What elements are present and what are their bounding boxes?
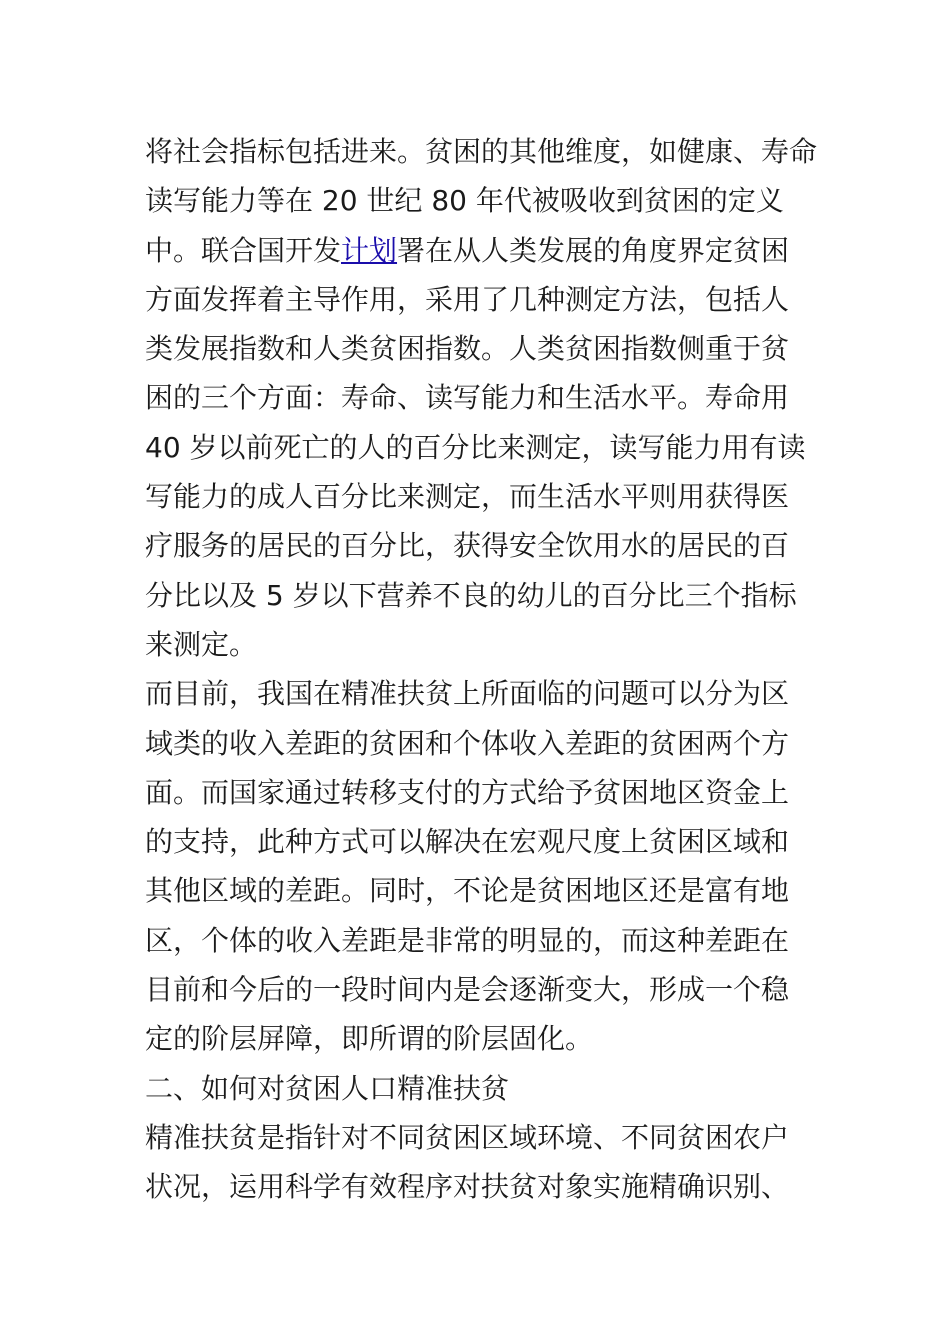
document-body	[145, 127, 818, 1212]
text-line: 目前和今后的一段时间内是会逐渐变大，形成一个稳	[145, 973, 790, 1007]
text-line: 面。而国家通过转移支付的方式给予贫困地区资金上	[145, 775, 790, 809]
section-heading	[145, 1064, 810, 1113]
text-line: 其他区域的差距。同时，不论是贫困地区还是富有地	[145, 874, 790, 908]
text-line: 精准扶贫是指针对不同贫困区域环境、不同贫困农户	[145, 1120, 790, 1154]
text-line: 区，个体的收入差距是非常的明显的，而这种差距在	[145, 923, 790, 957]
text-line: 来测定。	[145, 627, 258, 661]
paragraph-2	[145, 669, 810, 1063]
text-line: 写能力的成人百分比来测定，而生活水平则用获得医	[145, 480, 790, 514]
text-line: 类发展指数和人类贫困指数。人类贫困指数侧重于贫	[145, 332, 790, 366]
text-line: 困的三个方面：寿命、读写能力和生活水平。寿命用	[145, 381, 790, 415]
text-line: 40 岁以前死亡的人的百分比来测定，读写能力用有读	[145, 430, 806, 464]
paragraph-1	[145, 127, 818, 669]
text-line: 疗服务的居民的百分比，获得安全饮用水的居民的百	[145, 529, 790, 563]
text-line: 域类的收入差距的贫困和个体收入差距的贫困两个方	[145, 726, 790, 760]
heading-text: 二、如何对贫困人口精准扶贫	[145, 1071, 510, 1105]
text-line: 将社会指标包括进来。贫困的其他维度，如健康、寿命	[145, 135, 818, 168]
text-line: 读写能力等在 20 世纪 80 年代被吸收到贫困的定义	[145, 184, 784, 218]
plan-link[interactable]: 计划	[341, 233, 398, 267]
text-line-with-link	[145, 226, 810, 275]
text-line: 分比以及 5 岁以下营养不良的幼儿的百分比三个指标	[145, 578, 797, 612]
text-line: 状况，运用科学有效程序对扶贫对象实施精确识别、	[145, 1170, 790, 1204]
text-line: 的支持，此种方式可以解决在宏观尺度上贫困区域和	[145, 825, 790, 859]
paragraph-3	[145, 1113, 810, 1212]
text-line: 定的阶层屏障，即所谓的阶层固化。	[145, 1022, 594, 1056]
text-line: 方面发挥着主导作用，采用了几种测定方法，包括人	[145, 282, 790, 316]
text-segment: 署在从人类发展的角度界定贫困	[397, 233, 790, 267]
text-line: 而目前，我国在精准扶贫上所面临的问题可以分为区	[145, 677, 790, 711]
text-segment: 中。联合国开发	[145, 233, 342, 267]
